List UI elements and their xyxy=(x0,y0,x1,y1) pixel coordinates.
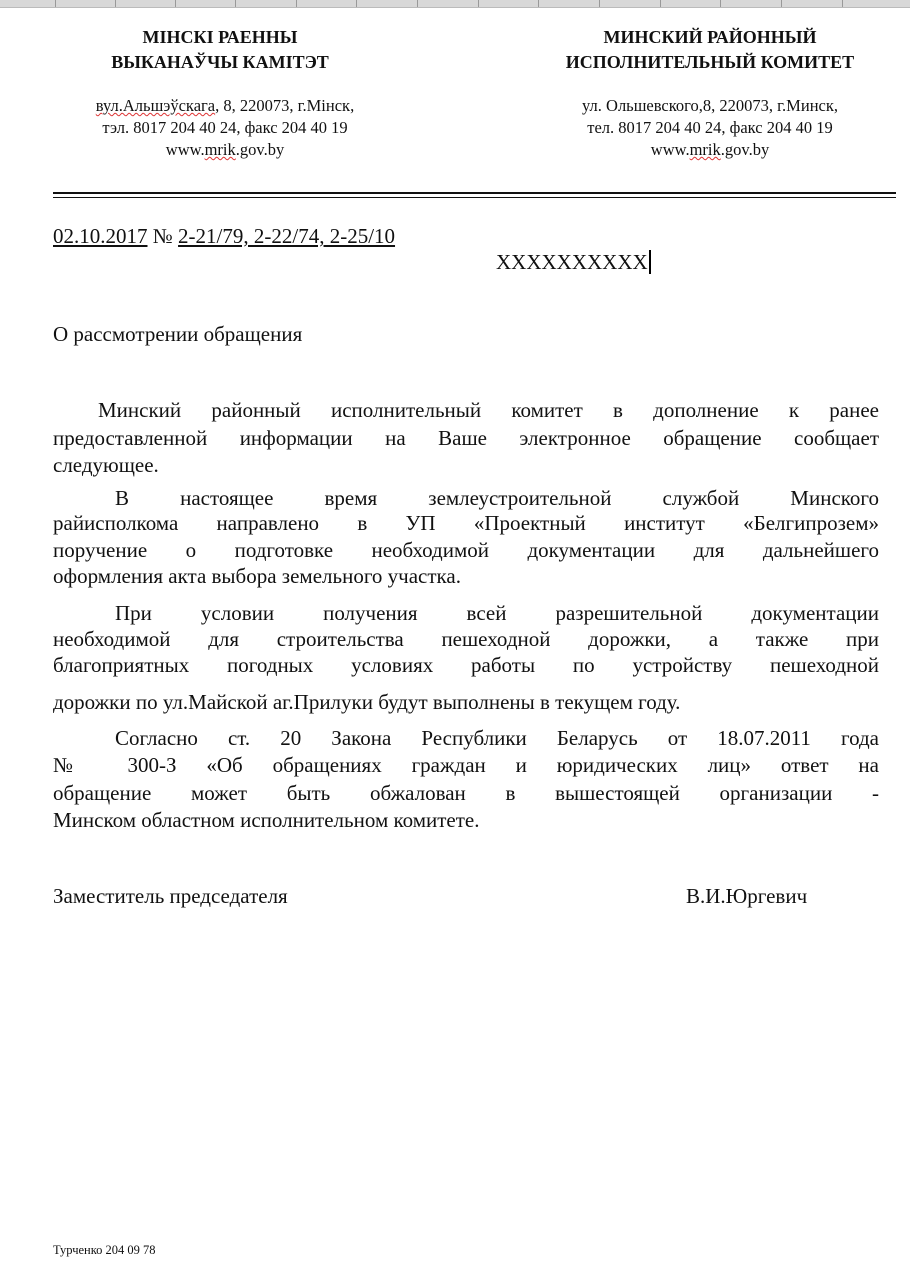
phone: тел. 8017 204 40 24, факс 204 40 19 xyxy=(587,118,833,137)
phone: тэл. 8017 204 40 24, факс 204 40 19 xyxy=(102,118,348,137)
body-line: обращение может быть обжалован в вышестоящей организации - xyxy=(53,781,879,805)
web-c: .gov.by xyxy=(235,140,285,159)
header-right-address xyxy=(520,95,900,161)
ref-numbers: 2-21/79, 2-22/74, 2-25/10 xyxy=(178,224,396,248)
header-right-title-line1: МИНСКИЙ РАЙОННЫЙ xyxy=(603,27,817,47)
signature-position: Заместитель председателя xyxy=(53,884,288,908)
address: ул. Ольшевского,8, 220073, г.Минск, xyxy=(582,96,838,115)
ruler xyxy=(0,0,910,8)
ref-no-sign: № xyxy=(147,224,179,248)
web-b: mrik xyxy=(689,140,721,159)
header-left-title xyxy=(60,25,380,75)
header-rule-top xyxy=(53,192,896,194)
body-line: необходимой для строительства пешеходной дорожки, а также при xyxy=(53,627,879,651)
body-line: В настоящее время землеустроительной службой Минского xyxy=(115,486,879,510)
footer-contact: Турченко 204 09 78 xyxy=(53,1243,156,1257)
header-right-title-line2: ИСПОЛНИТЕЛЬНЫЙ КОМИТЕТ xyxy=(565,52,855,72)
street: вул.Альшэўскага xyxy=(95,96,216,115)
web-b: mrik xyxy=(204,140,236,159)
body-line: Минский районный исполнительный комитет в дополнение к ранее xyxy=(98,398,879,422)
body-line: следующее. xyxy=(53,453,159,477)
web-c: .gov.by xyxy=(720,140,770,159)
ref-date: 02.10.2017 xyxy=(53,224,148,248)
text-cursor xyxy=(649,250,651,274)
web-a: www. xyxy=(165,140,205,159)
recipient xyxy=(496,250,651,275)
subject: О рассмотрении обращения xyxy=(53,322,303,346)
body-line: дорожки по ул.Майской аг.Прилуки будут выполнены в текущем году. xyxy=(53,690,681,714)
recipient-text: XXXXXXXXXX xyxy=(496,250,648,274)
header-rule-bottom xyxy=(53,197,896,198)
body-line: № 300-З «Об обращениях граждан и юридических лиц» ответ на xyxy=(53,753,879,777)
body-line: предоставленной информации на Ваше электронное обращение сообщает xyxy=(53,426,879,450)
body-line: поручение о подготовке необходимой документации для дальнейшего xyxy=(53,538,879,562)
body-line: Согласно ст. 20 Закона Республики Беларусь от 18.07.2011 года xyxy=(115,726,879,750)
body-line: оформления акта выбора земельного участка. xyxy=(53,564,461,588)
header-right-title xyxy=(520,25,900,75)
body-line: Минском областном исполнительном комитете. xyxy=(53,808,480,832)
body-line: При условии получения всей разрешительной документации xyxy=(115,601,879,625)
header-left-title-line2: ВЫКАНАЎЧЫ КАМIТЭТ xyxy=(111,52,329,72)
address-rest: , 8, 220073, г.Мiнск, xyxy=(215,96,355,115)
web-a: www. xyxy=(650,140,690,159)
body-line: благоприятных погодных условиях работы по устройству пешеходной xyxy=(53,653,879,677)
body-line: райисполкома направлено в УП «Проектный институт «Белгипрозем» xyxy=(53,511,879,535)
header-left-address xyxy=(40,95,410,161)
reference-line xyxy=(53,224,879,249)
signature-name: В.И.Юргевич xyxy=(686,884,808,908)
header-left-title-line1: МIНСКI РАЕННЫ xyxy=(142,27,298,47)
